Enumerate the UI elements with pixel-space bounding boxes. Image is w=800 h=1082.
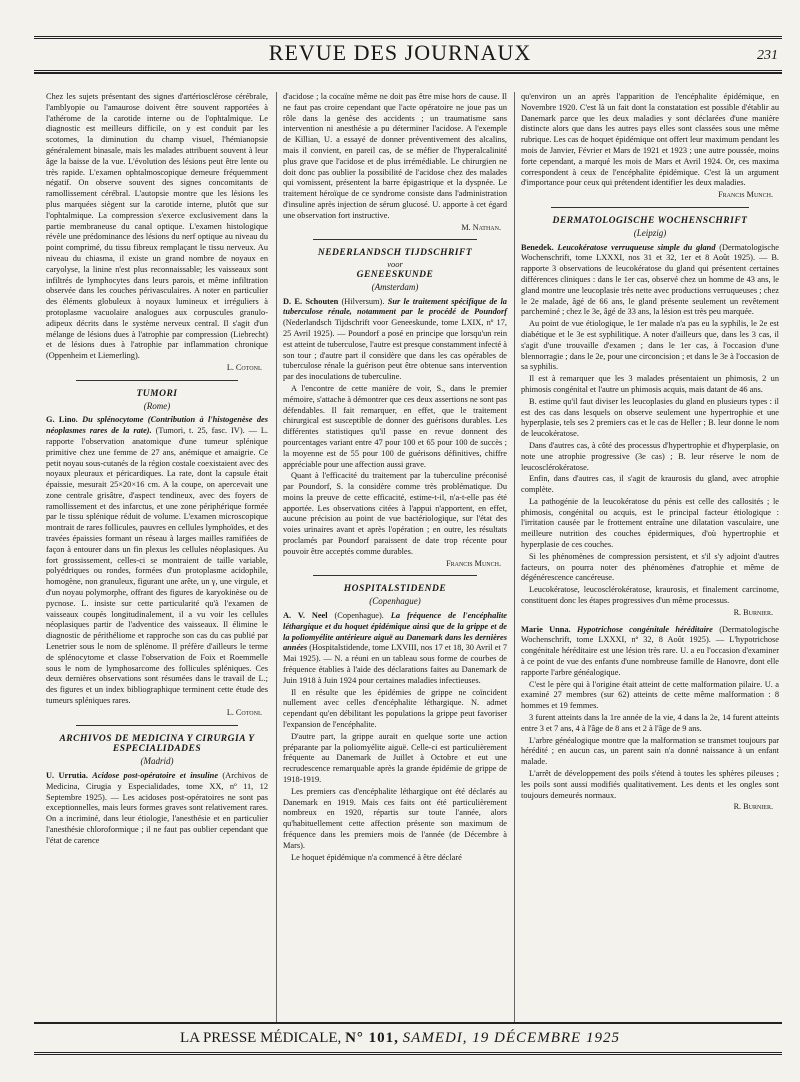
section-divider — [76, 725, 238, 726]
article-entry — [46, 415, 268, 707]
footer-rule-bottom — [34, 1052, 782, 1053]
journal-title: NEDERLANDSCH TIJDSCHRIFT — [317, 248, 473, 259]
header-rule-top — [34, 36, 782, 37]
article-author: U. Urrutia. — [46, 771, 88, 781]
article-paragraph: La pathogénie de la leucokératose du pénis est celle des callosités ; le phimosis, congénital ou acquis, est le principal facteur étiologique : l'irritation causée par le frottement entraîne une dilatation vasculaire, une meilleure nutrition des couches épidermiques, d'où hypertrophie et hyperplasie de ces couches. — [521, 496, 779, 550]
article-paragraph: Au point de vue étiologique, le 1er malade n'a pas eu la syphilis, le 2e est diabétique et le 3e est syphilitique. A noter d'ailleurs que, dans les 3 cas, il s'agit d'une trouvaille d'examen ; dans le 1er cas, à l'occasion d'une blennorragie ; dans le 2e, pour une circoncision ; et dans le 3e à l'occasion de sa syphilis. — [521, 319, 779, 372]
article-body: (Nederlandsch Tijdschrift voor Geneeskunde, tome LXIX, nº 17, 25 Avril 1925). — Poundorf a posé en principe que lorsqu'un rein est atteint de tuberculose, l'autre est presque constamment infecté à son tour ; d'autre part il considère que dans les cas opérables de tuberculose rénale la guérison peut être obtenue sans intervention par des inoculations de tuberculine. — [283, 318, 507, 382]
article-author: D. E. Schouten — [283, 296, 339, 306]
article-signature: R. Burnier. — [733, 802, 773, 812]
article-paragraph: C'est le père qui à l'origine était atteint de cette malformation pilaire. U. a examiné 27 membres (sur 62) atteints de cette même malformation : 8 hommes et 19 femmes. — [521, 679, 779, 711]
journal-title: TUMORI — [136, 388, 178, 399]
article-paragraph: Le hoquet épidémique n'a commencé à être déclaré — [291, 852, 462, 862]
article-paragraph: d'acidose ; la cocaïne même ne doit pas être mise hors de cause. Il ne faut pas croire cependant que l'acte opératoire ne joue pas un rôle dans la genèse des accidents ; un traumatisme sans intervention ni anesthésie a pu déterminer l'acidose. A l'exemple de Killian, U. a essayé de donner préventivement des alcalins, mais il convient, en pareil cas, de se méfier de l'hyperalcalinité plus grave que l'acidose et de plus irrémédiable. Le chirurgien ne doit donc pas oublier la possibilité de l'acidose chez des malades qui vomissent, présentent la barre épigastrique et la dyspnée. Le traitement héroïque de ce syndrome consiste dans l'administration d'insuline après injection de sérum glucosé. U. apporte à cet égard une observation fort instructive. — [283, 92, 507, 220]
article-title: La fréquence de l'encéphalite léthargique et du hoquet épidémique ainsi que de la grippe et de la poliomyélite antérieure aiguë au Danemark dans les dernières années — [283, 611, 507, 653]
column-1 — [46, 92, 268, 848]
journal-city: (Amsterdam) — [371, 281, 419, 292]
footer-rule-top — [34, 1022, 782, 1024]
running-title: REVUE DES JOURNAUX — [268, 40, 532, 65]
article-paragraph: Il est à remarquer que les 3 malades présentaient un phimosis, 2 un phimosis congénital et l'autre un phimosis acquis, mais datant de 46 ans. — [521, 374, 779, 394]
article-title: Du splénocytome (Contribution à l'histogenèse des néoplasmes rares de la rate). — [46, 415, 268, 436]
footer-journal: LA PRESSE MÉDICALE, — [180, 1030, 342, 1046]
article-paragraph: A l'encontre de cette manière de voir, S., dans le premier mémoire, s'attache à démontrer que ces deux assertions ne sont pas défendables. Il fait remarquer, en effet, que le traitement chirurgical est susceptible de donner des guérisons durables. Les différentes statistiques qu'il passe en revue donnent des pourcentages variant entre 47 pour 100 et 65 pour 100 de succès ; la moyenne est de 55 pour 100 de guérisons définitives, chiffre appréciable pour une affection aussi grave. — [283, 383, 507, 469]
journal-city: (Copenhague) — [369, 596, 421, 607]
article-entry — [521, 243, 779, 319]
article-location: (Copenhague). — [334, 611, 384, 621]
article-location: (Hilversum). — [341, 296, 385, 306]
article-body: (Archivos de Medicina, Cirugia y Especialidades, tome XX, nº 11, 12 Septembre 1925). — Les acidoses post-opératoires ne sont pas exceptionnelles, mais leurs formes graves sont relativement rares. On a incriminé, dans leur étiologie, l'anesthésie et en particulier l'anesthésie chloroformique ; il ne faut pas oublier cependant que l'état de carence — [46, 771, 269, 845]
article-paragraph: Il en résulte que les épidémies de grippe ne coïncident nullement avec celles d'encéphalite léthargique. N. admet cependant qu'en débilitant les populations la grippe peut favoriser l'expansion de l'encéphalite. — [283, 687, 507, 730]
article-signature: Francis Munch. — [446, 558, 501, 568]
section-divider — [313, 239, 477, 240]
header-rule-top-2 — [34, 38, 782, 39]
article-entry — [283, 297, 507, 383]
article-body: (Hospitalstidende, tome LXVIII, nos 17 et 18, 30 Avril et 7 Mai 1925). — N. a réuni en un tableau sous forme de courbes de fréquence établies à l'aide des déclarations faites au Danemark de Juin 1918 à Juin 1924 pour certaines maladies infectieuses. — [283, 643, 508, 685]
page-number: 231 — [757, 48, 778, 63]
article-paragraph: Chez les sujets présentant des signes d'artériosclérose cérébrale, l'amblyopie ou l'amaurose doivent être souvent rapportées à l'athérome de la carotide interne ou de l'ophtalmique. Le diagnostic est meilleurs difficile, on y est conduit par les scotomes, la diminution du champ visuel, l'hémianopsie généralement binasale, mais les malades attribuent souvent à leur âge la baisse de la vue. L'évolution des lésions peut être lente ou très rapide. L'examen ophtalmoscopique demeure fréquemment négatif. On observe souvent des signes concomitants de ramollissement cérébral. L'autopsie montre que les lésions les plus marquées siègent sur la carotide interne, plutôt que sur l'ophtalmique. La compression s'exerce exclusivement dans la partie membraneuse du canal optique. L'examen histologique révèle une prédominance des lésions du nerf optique au niveau du point comprimé, du tissu fibreux remplaçant le tissu nerveux. Au niveau du chiasma, il existe un grand nombre de noyaux en caryolyse, la linine n'est plus reconnaissable; les vaisseaux sont infiltrés de lymphocytes dans leurs parois, et même infiltration observée dans les couches périvasculaires. A noter en particulier des éléments globuleux à noyaux lumineux et irréguliers à protoplasme vacuolaire analogues aux corpuscules granulo-adipeux décrits dans le système nerveux central. Il s'agit d'un mélange de lésions dues à l'atrophie par compression (Liebrecht) et de lésions dues à l'atrophie par inflammation chronique (Oppenheim et Liemerling). — [46, 92, 268, 361]
footer-date: SAMEDI, 19 DÉCEMBRE 1925 — [402, 1030, 620, 1046]
journal-title: HOSPITALSTIDENDE — [343, 584, 447, 595]
article-paragraph: Les premiers cas d'encéphalite léthargique ont été déclarés au Danemark en 1919. Mais ces faits ont été particulièrement nombreux en 1920, répartis sur toute l'année, alors qu'habituellement cette affection présente son maximum de fréquence dans les premiers mois de l'année (de Décembre à Mars). — [283, 786, 507, 850]
article-body: (Dermatologische Wochenschrift, tome LXXXI, nº 32, 8 Août 1925). — L'hypotrichose congénitale héréditaire est une lésion très rare. U. a eu l'occasion d'examiner à ce point de vue des enfants d'une nombreuse famille de Hanovre, dont elle rapporte l'arbre généalogique. — [521, 624, 779, 677]
article-paragraph: Enfin, dans d'autres cas, il s'agit de kraurosis du gland, avec atrophie complète. — [521, 474, 779, 495]
header-rule-bottom-2 — [34, 72, 782, 74]
column-3 — [521, 92, 779, 819]
article-title: Hypotrichose congénitale héréditaire — [576, 624, 713, 634]
article-signature: L. Cotoni. — [226, 707, 262, 717]
article-paragraph: Quant à l'efficacité du traitement par la tuberculine préconisé par Poundorf, S. la considère comme très problématique. Du moins la preuve de cette efficacité, estime-t-il, n'a-t-elle pas été apportée. Les observations citées à l'appui n'apportent, en effet, aucune précision au point de vue bactériologique, sur l'état des voies urinaires avant et après l'opération ; en outre, les résultats proclamés par Poundorf paraissent de date trop récente pour pouvoir être acceptés comme durables. — [283, 471, 507, 556]
article-author: Benedek. — [521, 242, 554, 252]
article-paragraph: 3 furent atteints dans la 1re année de la vie, 4 dans la 2e, 14 furent atteints entre 3 et 7 ans, 4 à l'âge de 8 ans et 2 à l'âge de 9 ans. — [521, 713, 779, 733]
article-body: (Dermatologische Wochenschrift, tome LXXXI, nos 31 et 32, 1er et 8 Août 1925). — B. rapporte 3 observations de leucokératose du gland qui présentent certaines différences cliniques : dans le 1er cas, observé chez un homme de 43 ans, le gland montre une leucoplasie très nette avec productions verruqueuses ; chez le 2e malade, âgé de 66 ans, le gland présente seulement un revêtement parcheminé ; chez le 3e, âgé de 33 ans, la lésion est très peu marquée. — [521, 242, 779, 317]
article-author: Marie Unna. — [521, 624, 571, 634]
article-signature: L. Cotoni. — [226, 362, 262, 372]
article-paragraph: B. estime qu'il faut diviser les leucoplasies du gland en plusieurs types : il est des cas dans lesquels on observe seulement une hypertrophie et une hyperplasie, tels ses 2 premiers cas et le cas de Heller ; B. leur donne le nom de leucokératose. — [521, 396, 779, 439]
article-body: — L. rapporte l'observation anatomique d'une tumeur splénique primitive chez une femme de 27 ans, anémique et amaigrie. Ce petit noyau sous-cutanés de la région costale coexistaient avec des noyaux pleuraux et péricardiques. La rate, dont la capsule était épaissie, mesurait 25×20×16 cm. A la coupe, on apercevait une zone centrale grisâtre, d'aspect tendineux, avec des foyers de ramollissement et des infarctus, et une zone périphérique formée par le tissu splénique réduit de volume. L'examen microscopique montrait de rares follicules, pauvres en cellules lymphoïdes, et des travées épaissies formant un réseau à larges mailles ramifiées de façon à entourer dans un fin plexus les cellules néoplasiques. Au fort grossissement, celles-ci se montraient de taille variable, polyédriques ou rondes, formées d'un protoplasme acidophile, homogène, non granuleux, figurant une arête, un γ, une virgule, et d'un noyau polymorphe, offrant des figures de karyokinèse ou de pycnose. L. insiste sur cette particularité qu'à l'examen de vaisseaux coupés longitudinalement, il a vu voir les cellules néoplasiques partir de l'adventice des vaisseaux. Il élimine le diagnostic de périthéliome et rapproche son cas du cas publié par Lenetrier sous le nom de splénome. Il préfère d'ailleurs le terme de splénocytome et classe l'observation de Foix et Roemmelle sous le nom de lymphosarcome des follicules spléniques. Ces deux dernières observations sont résumées dans le travail de L.; des figures et un index bibliographique terminent cette étude des tumeurs spléniques rares. — [46, 426, 268, 706]
column-rule-2 — [514, 92, 515, 1022]
article-paragraph: Si les phénomènes de compression persistent, et s'il s'y adjoint d'autres facteurs, on pourra noter des phénomènes d'atrophie et même de dégénérescence cancéreuse. — [521, 551, 779, 583]
journal-title-connector: voor — [387, 259, 403, 270]
article-title: Sur le traitement spécifique de la tuberculose rénale, notamment par le procédé de Poundorf — [283, 296, 507, 317]
section-divider — [313, 575, 477, 576]
footer-title — [0, 1030, 800, 1047]
article-entry — [283, 611, 507, 687]
article-signature: R. Burnier. — [733, 607, 773, 617]
article-signature: Francis Munch. — [718, 190, 773, 200]
journal-city: (Leipzig) — [633, 227, 667, 238]
article-paragraph: qu'environ un an après l'apparition de l'encéphalite épidémique, en Novembre 1920. C'est là un fait dont la constatation est possible d'établir au Danemark parce que les deux maladies y sont déclarées d'une manière distincte alors que dans les autres pays elles sont classées sous une même rubrique. Les cas de hoquet épidémique ont offert leur maximum pendant les mois de Janvier, Février et Mars de 1921 et 1923 ; une autre poussée, moins forte cependant, a marqué les mois de Mars et Avril 1924. Or, ces maxima correspondent à ceux de l'encéphalite épidémique. C'est là un argument d'importance pour ceux qui prétendent identifier les deux maladies. — [521, 92, 779, 188]
article-paragraph: D'autre part, la grippe aurait en quelque sorte une action préparante par la poliomyélite aiguë. Celle-ci est particulièrement fréquente au Danemark de Juillet à Octobre et eut une recrudescence remarquable après la grande épidémie de grippe de 1918-1919. — [283, 731, 507, 785]
article-title: Acidose post-opératoire et insuline — [92, 771, 219, 781]
journal-title: ARCHIVOS DE MEDICINA Y CIRURGIA Y ESPECIALIDADES — [59, 733, 255, 755]
journal-city: (Rome) — [143, 400, 171, 411]
journal-city: (Madrid) — [140, 756, 174, 767]
article-paragraph: Dans d'autres cas, à côté des processus d'hypertrophie et d'hyperplasie, on note une atrophie progressive (3e cas) ; B. leur réserve le nom de leucosclérokératose. — [521, 440, 779, 472]
column-rule-1 — [276, 92, 277, 1022]
section-divider — [551, 207, 749, 208]
article-paragraph: L'arrêt de développement des poils s'étend à toutes les sphères pileuses ; les poils sont aussi modifiés qualitativement. Les dents et les ongles sont toujours demeurés normaux. — [521, 769, 779, 800]
article-paragraph: L'arbre généalogique montre que la malformation se transmet toujours par hérédité ; en aucun cas, un parent sain n'a donné naissance à un enfant malade. — [521, 735, 779, 767]
article-paragraph: Leucokératose, leucosclérokératose, kraurosis, et finalement carcinome, constituent donc les étapes progressives d'un même processus. — [521, 585, 779, 606]
footer-rule-bottom-2 — [34, 1054, 782, 1055]
article-signature: M. Nathan. — [461, 222, 501, 232]
article-author: G. Lino. — [46, 415, 78, 425]
article-author: A. V. Neel — [283, 611, 328, 621]
header-rule-bottom — [34, 70, 782, 71]
article-title: Leucokératose verruqueuse simple du gland — [557, 242, 716, 252]
journal-title: DERMATOLOGISCHE WOCHENSCHRIFT — [552, 215, 748, 226]
section-divider — [76, 380, 238, 381]
article-reference: (Tumori, t. 25, fasc. IV). — [155, 426, 245, 436]
footer-issue: N° 101, — [345, 1030, 399, 1046]
column-2 — [283, 92, 507, 864]
article-entry — [46, 771, 268, 847]
journal-title-2: GENEESKUNDE — [356, 269, 434, 280]
article-entry — [521, 625, 779, 679]
